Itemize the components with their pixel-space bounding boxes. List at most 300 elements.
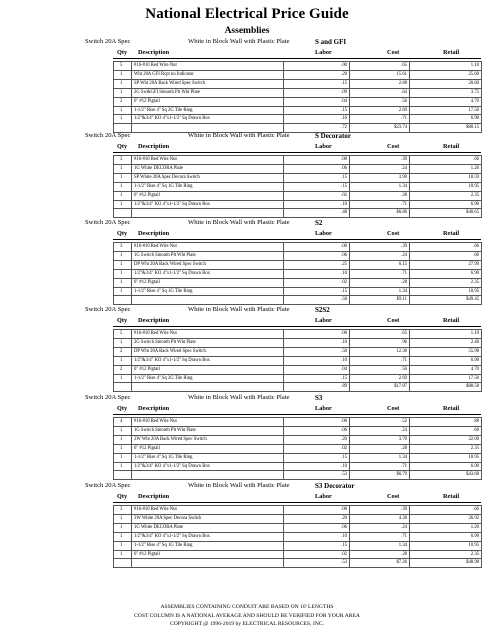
retail-cell: .60 (410, 251, 482, 260)
retail-cell: .66 (410, 156, 482, 165)
qty-cell: 1 (114, 164, 132, 173)
labor-cell: .10 (284, 338, 350, 347)
column-header-cost: Cost (387, 317, 400, 324)
cost-cell: .56 (350, 97, 410, 106)
cost-cell: .65 (350, 62, 410, 71)
table-row (114, 115, 482, 124)
column-header-row (113, 48, 481, 59)
retail-cell: 1.10 (410, 330, 482, 339)
labor-cell: .16 (284, 115, 350, 124)
description-cell: #16-#10 Red Wire Nut (132, 156, 284, 165)
labor-cell: .06 (284, 523, 350, 532)
table-row (114, 182, 482, 191)
total-cost-cell: $7.26 (350, 559, 410, 568)
total-labor-cell: .48 (284, 209, 350, 218)
labor-cell: .06 (284, 164, 350, 173)
labor-cell: .15 (284, 182, 350, 191)
section-spec: Switch 20A Spec (85, 306, 131, 313)
column-header-labor: Labor (315, 317, 332, 324)
section-header (0, 37, 494, 47)
labor-cell: .15 (284, 374, 350, 383)
description-cell: DP Wht 20A Back Wired Spec Switch (132, 347, 284, 356)
labor-cell: .50 (284, 347, 350, 356)
column-header-qty: Qty (117, 493, 128, 500)
cost-cell: .65 (350, 330, 410, 339)
items-table (113, 61, 482, 133)
labor-cell: .10 (284, 269, 350, 278)
cost-cell: 6.15 (350, 260, 410, 269)
table-row (114, 426, 482, 435)
column-header-qty: Qty (117, 230, 128, 237)
section-header (0, 305, 494, 315)
retail-cell: 10.95 (410, 541, 482, 550)
section-code: S Decorator (315, 132, 351, 140)
section-code: S2 (315, 219, 323, 227)
labor-cell: .00 (284, 418, 350, 427)
cost-cell: .71 (350, 200, 410, 209)
labor-cell: .20 (284, 514, 350, 523)
section-wall-type: White in Block Wall with Plastic Plate (188, 132, 290, 139)
column-header-cost: Cost (387, 143, 400, 150)
description-cell: 1/2"&3/4" KO 4"x1-1/2" Sq Drawn Box (132, 356, 284, 365)
section-wall-type: White in Block Wall with Plastic Plate (188, 482, 290, 489)
retail-cell: .88 (410, 418, 482, 427)
cost-cell: .39 (350, 156, 410, 165)
description-cell: 1-1/2" Rise 4" Sq 1G Tile Ring (132, 541, 284, 550)
total-retail-cell: $43.68 (410, 471, 482, 480)
section-wall-type: White in Block Wall with Plastic Plate (188, 38, 290, 45)
table-row (114, 418, 482, 427)
retail-cell: 2.35 (410, 550, 482, 559)
total-retail-cell: $88.58 (410, 383, 482, 392)
table-row (114, 156, 482, 165)
labor-cell: .04 (284, 365, 350, 374)
table-row (114, 79, 482, 88)
cost-cell: .71 (350, 269, 410, 278)
table-row (114, 374, 482, 383)
table-row (114, 251, 482, 260)
table-row (114, 435, 482, 444)
qty-cell: 4 (114, 418, 132, 427)
total-retail-cell: $80.15 (410, 124, 482, 133)
items-table (113, 417, 482, 480)
total-labor-cell: .72 (284, 124, 350, 133)
qty-cell (114, 383, 132, 392)
labor-cell: .06 (284, 251, 350, 260)
section-spec: Switch 20A Spec (85, 394, 131, 401)
column-header-qty: Qty (117, 143, 128, 150)
description-cell: #16-#10 Red Wire Nut (132, 243, 284, 252)
labor-cell: .00 (284, 506, 350, 515)
total-retail-cell: $40.65 (410, 209, 482, 218)
qty-cell: 5 (114, 330, 132, 339)
description-cell: 1/2"&3/4" KO 4"x1-1/2" Sq Drawn Box (132, 462, 284, 471)
total-cost-cell: $6.79 (350, 471, 410, 480)
qty-cell: 1 (114, 444, 132, 453)
retail-cell: 4.70 (410, 97, 482, 106)
cost-cell: 1.34 (350, 541, 410, 550)
description-cell (132, 559, 284, 568)
table-row (114, 173, 482, 182)
retail-cell: 17.50 (410, 106, 482, 115)
retail-cell: 3.75 (410, 88, 482, 97)
column-header-row (113, 316, 481, 327)
qty-cell: 3 (114, 243, 132, 252)
column-header-description: Description (138, 317, 170, 324)
description-cell: 1G White DECORA Plate (132, 523, 284, 532)
section-spec: Switch 20A Spec (85, 38, 131, 45)
description-cell (132, 209, 284, 218)
labor-cell: .15 (284, 287, 350, 296)
description-cell: 1/2"&3/4" KO 4"x1-1/2" Sq Drawn Box (132, 269, 284, 278)
table-row (114, 88, 482, 97)
description-cell: 6" #12 Pigtail (132, 444, 284, 453)
table-row (114, 347, 482, 356)
column-header-description: Description (138, 49, 170, 56)
labor-cell: .10 (284, 462, 350, 471)
items-table (113, 155, 482, 218)
qty-cell: 1 (114, 541, 132, 550)
cost-cell: .24 (350, 426, 410, 435)
column-header-row (113, 404, 481, 415)
column-header-labor: Labor (315, 230, 332, 237)
column-header-retail: Retail (443, 49, 460, 56)
labor-cell: .10 (284, 200, 350, 209)
items-table (113, 329, 482, 392)
qty-cell (114, 471, 132, 480)
description-cell: 3W White 20A Spec Decora Switch (132, 514, 284, 523)
labor-cell: .00 (284, 243, 350, 252)
total-labor-cell: .53 (284, 559, 350, 568)
column-header-row (113, 492, 481, 503)
table-row (114, 444, 482, 453)
column-header-retail: Retail (443, 143, 460, 150)
qty-cell: 1 (114, 462, 132, 471)
qty-cell: 3 (114, 506, 132, 515)
section-spec: Switch 20A Spec (85, 219, 131, 226)
labor-cell: .15 (284, 106, 350, 115)
retail-cell: 55.98 (410, 347, 482, 356)
footer-line: ASSEMBLIES CONTAINING CONDUIT ARE BASED ON 10' LENGTHS (160, 604, 334, 610)
total-labor-cell: .58 (284, 296, 350, 305)
description-cell: 1/2"&3/4" KO 4"x1-1/2" Sq Drawn Box (132, 532, 284, 541)
qty-cell: 1 (114, 532, 132, 541)
qty-cell (114, 209, 132, 218)
qty-cell: 1 (114, 356, 132, 365)
qty-cell (114, 296, 132, 305)
section-code: S3 (315, 394, 323, 402)
retail-cell: 18.59 (410, 173, 482, 182)
table-row (114, 287, 482, 296)
cost-cell: 12.30 (350, 347, 410, 356)
retail-cell: 1.10 (410, 62, 482, 71)
retail-cell: 27.99 (410, 260, 482, 269)
qty-cell: 1 (114, 79, 132, 88)
qty-cell: 1 (114, 106, 132, 115)
description-cell: 1-1/2" Rise 4" Sq 1G Tile Ring (132, 287, 284, 296)
column-header-description: Description (138, 143, 170, 150)
description-cell: 6" #12 Pigtail (132, 550, 284, 559)
description-cell: 6" #12 Pigtail (132, 278, 284, 287)
column-header-retail: Retail (443, 317, 460, 324)
qty-cell: 1 (114, 453, 132, 462)
description-cell: Wht 20A GFI Rcpt no Indicator (132, 70, 284, 79)
column-header-labor: Labor (315, 405, 332, 412)
total-row (114, 383, 482, 392)
total-retail-cell: $48.98 (410, 559, 482, 568)
table-row (114, 70, 482, 79)
retail-cell: 6.90 (410, 532, 482, 541)
table-row (114, 506, 482, 515)
qty-cell: 1 (114, 115, 132, 124)
qty-cell: 1 (114, 70, 132, 79)
qty-cell: 1 (114, 278, 132, 287)
description-cell: 1/2"&3/4" KO 4"x1-1/2" Sq Drawn Box (132, 115, 284, 124)
section-code: S3 Decorator (315, 482, 355, 490)
retail-cell: 4.70 (410, 365, 482, 374)
table-row (114, 523, 482, 532)
column-header-cost: Cost (387, 230, 400, 237)
column-header-cost: Cost (387, 49, 400, 56)
labor-cell: .15 (284, 173, 350, 182)
description-cell: 2G Switch Smooth Plt Wht Plate (132, 338, 284, 347)
cost-cell: 2.69 (350, 374, 410, 383)
labor-cell: .25 (284, 260, 350, 269)
page-subtitle: Assemblies (224, 26, 270, 36)
labor-cell: .20 (284, 70, 350, 79)
total-cost-cell: $6.86 (350, 209, 410, 218)
qty-cell: 1 (114, 200, 132, 209)
cost-cell: 3.70 (350, 435, 410, 444)
cost-cell: .52 (350, 418, 410, 427)
retail-cell: .60 (410, 426, 482, 435)
column-header-labor: Labor (315, 49, 332, 56)
description-cell: DP Wht 20A Back Wired Spec Switch (132, 260, 284, 269)
total-cost-cell: $9.11 (350, 296, 410, 305)
retail-cell: 10.95 (410, 453, 482, 462)
description-cell: #16-#10 Red Wire Nut (132, 330, 284, 339)
description-cell: #16-#10 Red Wire Nut (132, 506, 284, 515)
total-labor-cell: .53 (284, 471, 350, 480)
cost-cell: .71 (350, 356, 410, 365)
labor-cell: .04 (284, 97, 350, 106)
retail-cell: 2.35 (410, 444, 482, 453)
description-cell: 1-1/2" Rise 4" Sq 1G Tile Ring (132, 453, 284, 462)
description-cell: #16-#10 Red Wire Nut (132, 62, 284, 71)
table-row (114, 462, 482, 471)
retail-cell: 22.00 (410, 435, 482, 444)
retail-cell: 6.90 (410, 462, 482, 471)
column-header-retail: Retail (443, 230, 460, 237)
table-row (114, 106, 482, 115)
column-header-labor: Labor (315, 143, 332, 150)
page-title: National Electrical Price Guide (145, 6, 349, 22)
cost-cell: .71 (350, 115, 410, 124)
description-cell (132, 383, 284, 392)
labor-cell: .00 (284, 62, 350, 71)
column-header-labor: Labor (315, 493, 332, 500)
retail-cell: 25.60 (410, 70, 482, 79)
qty-cell: 2 (114, 347, 132, 356)
retail-cell: 26.92 (410, 514, 482, 523)
qty-cell: 5 (114, 62, 132, 71)
description-cell: 1-1/2" Rise 4" Sq 2G Tile Ring (132, 106, 284, 115)
description-cell: 6" #12 Pigtail (132, 191, 284, 200)
retail-cell: 17.50 (410, 374, 482, 383)
table-row (114, 191, 482, 200)
table-row (114, 200, 482, 209)
column-header-cost: Cost (387, 493, 400, 500)
table-row (114, 541, 482, 550)
description-cell: 6" #12 Pigtail (132, 365, 284, 374)
table-row (114, 278, 482, 287)
description-cell (132, 471, 284, 480)
section-spec: Switch 20A Spec (85, 482, 131, 489)
labor-cell: .09 (284, 88, 350, 97)
cost-cell: .71 (350, 532, 410, 541)
section-wall-type: White in Block Wall with Plastic Plate (188, 219, 290, 226)
column-header-description: Description (138, 405, 170, 412)
labor-cell: .00 (284, 330, 350, 339)
retail-cell: .66 (410, 506, 482, 515)
retail-cell: 10.95 (410, 287, 482, 296)
table-row (114, 243, 482, 252)
labor-cell: .15 (284, 541, 350, 550)
section-header (0, 218, 494, 228)
description-cell: 1-1/2" Rise 4" Sq 1G Tile Ring (132, 182, 284, 191)
retail-cell: 2.35 (410, 278, 482, 287)
retail-cell: 6.90 (410, 115, 482, 124)
qty-cell: 1 (114, 435, 132, 444)
cost-cell: .28 (350, 444, 410, 453)
section-header (0, 131, 494, 141)
table-row (114, 164, 482, 173)
table-row (114, 330, 482, 339)
page-footer (0, 603, 494, 629)
description-cell: 2G Sw&GFI Smooth Plt Wht Plate (132, 88, 284, 97)
qty-cell: 1 (114, 287, 132, 296)
retail-cell: 1.20 (410, 164, 482, 173)
qty-cell: 1 (114, 269, 132, 278)
column-header-qty: Qty (117, 317, 128, 324)
qty-cell: 1 (114, 523, 132, 532)
retail-cell: 2.35 (410, 191, 482, 200)
column-header-retail: Retail (443, 405, 460, 412)
section-header (0, 393, 494, 403)
qty-cell: 1 (114, 191, 132, 200)
section-wall-type: White in Block Wall with Plastic Plate (188, 394, 290, 401)
cost-cell: .39 (350, 243, 410, 252)
table-row (114, 269, 482, 278)
retail-cell: 6.90 (410, 356, 482, 365)
column-header-qty: Qty (117, 49, 128, 56)
retail-cell: 10.95 (410, 182, 482, 191)
cost-cell: 1.34 (350, 287, 410, 296)
qty-cell: 1 (114, 426, 132, 435)
qty-cell: 1 (114, 338, 132, 347)
qty-cell: 2 (114, 365, 132, 374)
section-header (0, 481, 494, 491)
table-row (114, 365, 482, 374)
column-header-qty: Qty (117, 405, 128, 412)
retail-cell: 20.60 (410, 79, 482, 88)
table-row (114, 338, 482, 347)
column-header-row (113, 229, 481, 240)
total-retail-cell: $49.45 (410, 296, 482, 305)
labor-cell: .02 (284, 444, 350, 453)
cost-cell: .28 (350, 550, 410, 559)
description-cell (132, 296, 284, 305)
cost-cell: .71 (350, 462, 410, 471)
total-labor-cell: .89 (284, 383, 350, 392)
cost-cell: .64 (350, 88, 410, 97)
total-row (114, 471, 482, 480)
retail-cell: 6.90 (410, 200, 482, 209)
description-cell: 6" #12 Pigtail (132, 97, 284, 106)
column-header-description: Description (138, 493, 170, 500)
column-header-retail: Retail (443, 493, 460, 500)
labor-cell: .15 (284, 453, 350, 462)
footer-line: COST COLUMN IS A NATIONAL AVERAGE AND SHOULD BE VERIFIED FOR YOUR AREA (134, 612, 360, 619)
retail-cell: 2.40 (410, 338, 482, 347)
cost-cell: 2.69 (350, 106, 410, 115)
qty-cell: 1 (114, 374, 132, 383)
qty-cell: 3 (114, 156, 132, 165)
labor-cell: .15 (284, 79, 350, 88)
description-cell: 1G White DECORA Plate (132, 164, 284, 173)
table-row (114, 532, 482, 541)
section-spec: Switch 20A Spec (85, 132, 131, 139)
cost-cell: 15.61 (350, 70, 410, 79)
retail-cell: .66 (410, 243, 482, 252)
total-cost-cell: $17.87 (350, 383, 410, 392)
cost-cell: 2.88 (350, 79, 410, 88)
total-row (114, 296, 482, 305)
retail-cell: 6.90 (410, 269, 482, 278)
footer-line: COPYRIGHT @ 1996-2019 by ELECTRICAL RESOURCES, INC. (169, 621, 324, 627)
table-row (114, 260, 482, 269)
qty-cell: 1 (114, 182, 132, 191)
labor-cell: .10 (284, 532, 350, 541)
labor-cell: .00 (284, 156, 350, 165)
qty-cell: 1 (114, 260, 132, 269)
qty-cell: 2 (114, 97, 132, 106)
description-cell: 1/2"&3/4" KO 4"x1-1/2" Sq Drawn Box (132, 200, 284, 209)
description-cell: 3W Wht 20A Back Wired Spec Switch (132, 435, 284, 444)
description-cell: SP White 20A Spec Decora Switch (132, 173, 284, 182)
cost-cell: .24 (350, 251, 410, 260)
retail-cell: 1.20 (410, 523, 482, 532)
cost-cell: .24 (350, 523, 410, 532)
cost-cell: 1.34 (350, 453, 410, 462)
labor-cell: .02 (284, 278, 350, 287)
description-cell: 1G Switch Smooth Plt Wht Plate (132, 251, 284, 260)
labor-cell: .02 (284, 550, 350, 559)
total-row (114, 209, 482, 218)
qty-cell: 1 (114, 514, 132, 523)
cost-cell: 3.90 (350, 173, 410, 182)
labor-cell: .02 (284, 191, 350, 200)
qty-cell: 1 (114, 173, 132, 182)
total-row (114, 559, 482, 568)
column-header-row (113, 142, 481, 153)
qty-cell: 1 (114, 550, 132, 559)
cost-cell: .96 (350, 338, 410, 347)
cost-cell: .24 (350, 164, 410, 173)
table-row (114, 550, 482, 559)
cost-cell: .28 (350, 191, 410, 200)
qty-cell: 1 (114, 251, 132, 260)
